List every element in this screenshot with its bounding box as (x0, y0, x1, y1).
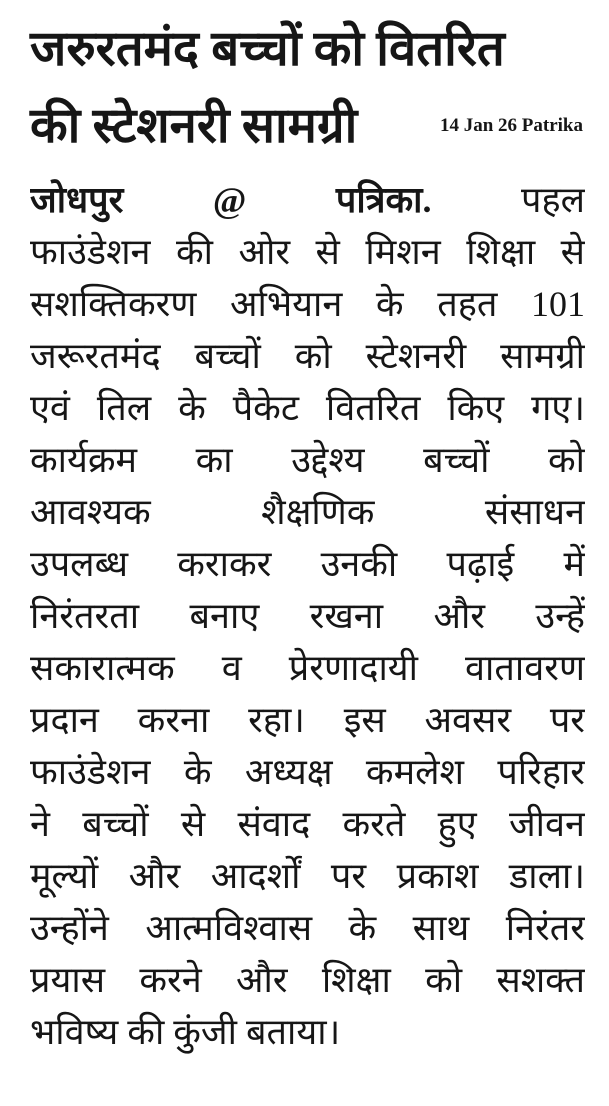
body-line: सशक्तिकरण अभियान के तहत 101 (30, 284, 585, 324)
date-stamp: 14 Jan 26 Patrika (439, 115, 583, 136)
lead-first-word: पहल (521, 180, 585, 220)
body-line: मूल्यों और आदर्शों पर प्रकाश डाला। (30, 856, 585, 896)
body-line: जरूरतमंद बच्चों को स्टेशनरी सामग्री (30, 336, 585, 376)
body-line: एवं तिल के पैकेट वितरित किए गए। (30, 388, 585, 428)
body-line: उन्होंने आत्मविश्वास के साथ निरंतर (30, 908, 585, 948)
body-line: सकारात्मक व प्रेरणादायी वातावरण (30, 648, 585, 688)
article-body (30, 174, 585, 1058)
headline (30, 10, 585, 164)
body-line: कार्यक्रम का उद्देश्य बच्चों को (30, 440, 585, 480)
dateline-location: जोधपुर (30, 180, 124, 220)
body-line: भविष्य की कुंजी बताया। (30, 1012, 341, 1052)
body-line: निरंतरता बनाए रखना और उन्हें (30, 596, 585, 636)
dateline-source: पत्रिका. (335, 180, 432, 220)
body-line: फाउंडेशन के अध्यक्ष कमलेश परिहार (30, 752, 585, 792)
body-line-lead (30, 174, 585, 226)
dateline-separator: @ (212, 180, 247, 220)
body-line: ने बच्चों से संवाद करते हुए जीवन (30, 804, 585, 844)
headline-row (30, 87, 585, 164)
article-header (30, 10, 585, 164)
body-line: उपलब्ध कराकर उनकी पढ़ाई में (30, 544, 585, 584)
body-line: फाउंडेशन की ओर से मिशन शिक्षा से (30, 232, 585, 272)
headline-line-2: की स्टेशनरी सामग्री (30, 98, 358, 153)
body-line: प्रदान करना रहा। इस अवसर पर (30, 700, 585, 740)
body-line: प्रयास करने और शिक्षा को सशक्त (30, 960, 585, 1000)
body-line: आवश्यक शैक्षणिक संसाधन (30, 492, 585, 532)
headline-line-1: जरुरतमंद बच्चों को वितरित (30, 21, 505, 76)
